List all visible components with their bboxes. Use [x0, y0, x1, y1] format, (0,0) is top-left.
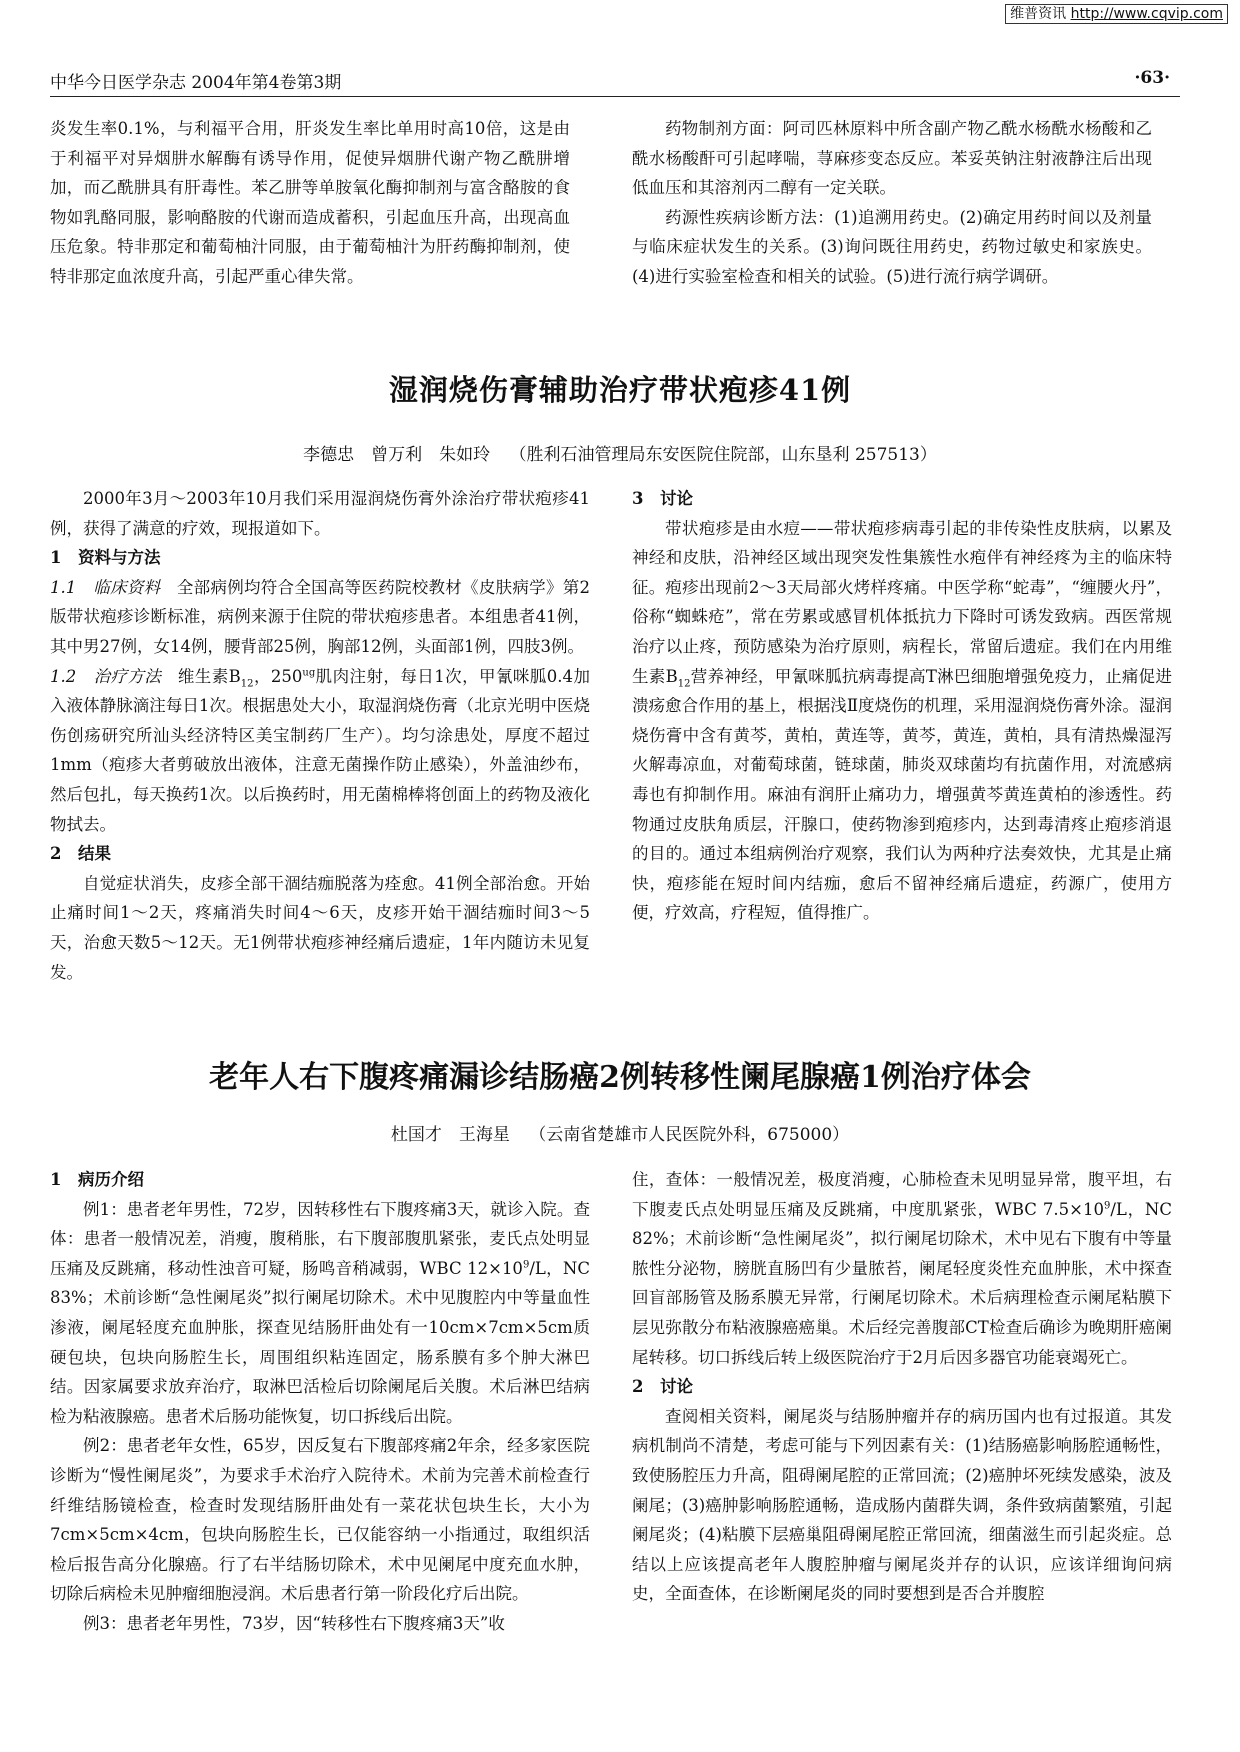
article2-paragraph — [632, 1165, 1172, 1372]
watermark-brand: 维普资讯 — [1010, 6, 1067, 22]
prev-article-paragraph: 药物制剂方面：阿司匹林原料中所含副产物乙酰水杨酰水杨酸和乙酰水杨酸酐可引起哮喘，荨麻疹变态反应。苯妥英钠注射液静注后出现低血压和其溶剂丙二醇有一定关联。 — [632, 119, 1152, 198]
page-number: ·63· — [1134, 68, 1170, 88]
article2-paragraph: 例2：患者老年女性，65岁，因反复右下腹部疼痛2年余，经多家医院诊断为“慢性阑尾炎”，为要求手术治疗入院待术。术前为完善术前检查行纤维结肠镜检查，检查时发现结肠肝曲处有一菜花状包块生长，大小为7cm×5cm×4cm，包块向肠腔生长，已仅能容纳一小指通过，取组织活检后报告高分化腺癌。行了右半结肠切除术，术中见阑尾中度充血水肿，切除后病检未见肿瘤细胞浸润。术后患者行第一阶段化疗后出院。 — [50, 1436, 590, 1604]
paragraph-text: 住，查体：一般情况差，极度消瘦，心肺检查未见明显异常，腹平坦，右下腹麦氏点处明显压痛及反跳痛，中度肌紧张，WBC 7.5×10 — [632, 1170, 1172, 1219]
article1-intro: 2000年3月～2003年10月我们采用湿润烧伤膏外涂治疗带状疱疹41例，获得了满意的疗效，现报道如下。 — [50, 489, 590, 538]
article1-paragraph: 自觉症状消失，皮疹全部干涸结痂脱落为痊愈。41例全部治愈。开始止痛时间1～2天，疼痛消失时间4～6天，皮疹开始干涸结痂时间3～5天，治愈天数5～12天。无1例带状疱疹神经痛后遗症，1年内随访未见复发。 — [50, 873, 590, 982]
article2-right-column — [632, 1165, 1172, 1609]
superscript: 9 — [1103, 1200, 1111, 1212]
paragraph-text: 全部病例均符合全国高等医药院校教材《皮肤病学》第2版带状疱疹诊断标准，病例来源于住院的带状疱疹患者。本组患者41例，其中男27例，女14例，腰背部25例，胸部12例，头面部1例，四肢3例。 — [50, 577, 590, 656]
section-heading: 1 资料与方法 — [50, 548, 161, 568]
article1-authors: 李德忠 曾万利 朱如玲 — [303, 445, 491, 465]
section-heading: 3 讨论 — [632, 489, 693, 508]
section-heading: 1 病历介绍 — [50, 1170, 144, 1189]
article2-paragraph: 例3：患者老年男性，73岁，因“转移性右下腹疼痛3天”收 — [83, 1613, 505, 1633]
article2-title: 老年人右下腹疼痛漏诊结肠癌2例转移性阑尾腺癌1例治疗体会 — [209, 1060, 1031, 1095]
article1-title: 湿润烧伤膏辅助治疗带状疱疹41例 — [388, 373, 852, 407]
article2-affiliation: （云南省楚雄市人民医院外科，675000） — [529, 1125, 850, 1145]
article1-paragraph: 1.2 治疗方法 维生素$B_{12}$，$250^{ug}$肌肉注射，每日1次，甲氰咪胍0.4加入液体静脉滴注每日1次。根据患处大小，取湿润烧伤膏（北京光明中医烧伤创疡研究所汕头经济特区美宝制药厂生产）。均匀涂患处，厚度不超过1mm（疱疹大者剪破放出液体，注意无菌操作防止感染），外盖油纱布，然后包扎，每天换药1次。以后换药时，用无菌棉棒将创面上的药物及液化物拭去。 — [50, 666, 590, 834]
paragraph-text: 带状疱疹是由水痘——带状疱疹病毒引起的非传染性皮肤病，以累及神经和皮肤，沿神经区域出现突发性集簇性水疱伴有神经疼为主的临床特征。疱疹出现前2～3天局部火烤样疼痛。中医学称“蛇毒”，“缠腰火丹”，俗称“蜘蛛疮”，常在劳累或感冒机体抵抗力下降时可诱发致病。西医常规治疗以止疼，预防感染为治疗原则，病程长，常留后遗症。我们在内用维生素B — [632, 518, 1172, 686]
prev-article-right-column — [632, 114, 1152, 292]
article1-right-column — [632, 484, 1172, 928]
subscript: 12 — [677, 677, 691, 689]
article1-left-column — [50, 484, 590, 987]
article2-paragraph — [50, 1195, 590, 1432]
section-heading: 2 讨论 — [632, 1377, 693, 1397]
article1-byline — [0, 440, 1240, 465]
article2-paragraph: 查阅相关资料，阑尾炎与结肠肿瘤并存的病历国内也有过报道。其发病机制尚不清楚，考虑可能与下列因素有关：(1)结肠癌影响肠腔通畅性，致使肠腔压力升高，阻碍阑尾腔的正常回流；(2)癌肿坏死续发感染，波及阑尾；(3)癌肿影响肠腔通畅，造成肠内菌群失调，条件致病菌繁殖，引起阑尾炎；(4)粘膜下层癌巢阻碍阑尾腔正常回流，细菌滋生而引起炎症。总结以上应该提高老年人腹腔肿瘤与阑尾炎并存的认识，应该详细询问病史，全面查体，在诊断阑尾炎的同时要想到是否合并腹腔 — [632, 1406, 1172, 1604]
prev-article-paragraph: 炎发生率0.1%，与利福平合用，肝炎发生率比单用时高10倍，这是由于利福平对异烟肼水解酶有诱导作用，促使异烟肼代谢产物乙酰肼增加，而乙酰肼具有肝毒性。苯乙肼等单胺氧化酶抑制剂与富含酪胺的食物如乳酪同服，影响酪胺的代谢而造成蓄积，引起血压升高，出现高血压危象。特非那定和葡萄柚汁同服，由于葡萄柚汁为肝药酶抑制剂，使特非那定血浓度升高，引起严重心律失常。 — [50, 119, 570, 286]
article1-paragraph — [50, 573, 590, 662]
article1-paragraph — [632, 514, 1172, 928]
paragraph-text: 维生素B — [177, 666, 241, 686]
watermark-url[interactable]: http://www.cqvip.com — [1070, 6, 1223, 22]
subsection-label: 1.1 临床资料 — [50, 577, 161, 597]
paragraph-text: 250 — [270, 666, 303, 686]
subsection-label: 1.2 治疗方法 — [50, 666, 162, 686]
header-rule — [50, 96, 1180, 97]
article2-authors: 杜国才 王海星 — [390, 1125, 510, 1145]
unit: ug — [302, 667, 316, 679]
paragraph-text: 肌肉注射，每日1次，甲氰咪胍0.4加入液体静脉滴注每日1次。根据患处大小，取湿润烧伤膏（北京光明中医烧伤创疡研究所汕头经济特区美宝制药厂生产）。均匀涂患处，厚度不超过1mm（疱疹大者剪破放出液体，注意无菌操作防止感染），外盖油纱布，然后包扎，每天换药1次。以后换药时，用无菌棉棒将创面上的药物及液化物拭去。 — [50, 666, 590, 834]
prev-article-paragraph: 药源性疾病诊断方法：(1)追溯用药史。(2)确定用药时间以及剂量与临床症状发生的关系。(3)询问既往用药史，药物过敏史和家族史。(4)进行实验室检查和相关的试验。(5)进行流行病学调研。 — [632, 207, 1152, 286]
watermark — [1005, 4, 1228, 24]
paragraph-text: /L，NC 82%；术前诊断“急性阑尾炎”，拟行阑尾切除术，术中见右下腹有中等量脓性分泌物，膀胱直肠凹有少量脓苔，阑尾轻度炎性充血肿胀，术中探查回盲部肠管及肠系膜无异常，行阑尾切除术。术后病理检查示阑尾粘膜下层见弥散分布粘液腺癌癌巢。术后经完善腹部CT检查后确诊为晚期肝癌阑尾转移。切口拆线后转上级医院治疗于2月后因多器官功能衰竭死亡。 — [632, 1199, 1172, 1367]
article1-affiliation: （胜利石油管理局东安医院住院部，山东垦利 257513） — [509, 445, 937, 465]
superscript: 9 — [522, 1259, 530, 1271]
paragraph-text: 例1：患者老年男性，72岁，因转移性右下腹疼痛3天，就诊入院。查体：患者一般情况差，消瘦，腹稍胀，右下腹部腹肌紧张，麦氏点处明显压痛及反跳痛，移动性浊音可疑，肠鸣音稍减弱，WBC 12×10 — [50, 1199, 590, 1278]
article2-byline — [0, 1120, 1240, 1145]
article2-left-column — [50, 1165, 590, 1639]
section-heading: 2 结果 — [50, 844, 111, 864]
subscript: 12 — [240, 677, 254, 689]
paragraph-text: /L，NC 83%；术前诊断“急性阑尾炎”拟行阑尾切除术。术中见腹腔内中等量血性渗液，阑尾轻度充血肿胀，探查见结肠肝曲处有一10cm×7cm×5cm质硬包块，包块向肠腔生长，周围组织粘连固定，肠系膜有多个肿大淋巴结。因家属要求放弃治疗，取淋巴活检后切除阑尾后关腹。术后淋巴结病检为粘液腺癌。患者术后肠功能恢复，切口拆线后出院。 — [50, 1258, 590, 1426]
prev-article-left-column — [50, 114, 570, 292]
journal-header: 中华今日医学杂志 2004年第4卷第3期 — [50, 73, 342, 93]
paragraph-text: 营养神经，甲氰咪胍抗病毒提高T淋巴细胞增强免疫力，止痛促进溃疡愈合作用的基上，根据浅Ⅱ度烧伤的机理，采用湿润烧伤膏外涂。湿润烧伤膏中含有黄芩，黄柏，黄连等，黄芩，黄连，黄柏，具有清热燥湿泻火解毒凉血，对葡萄球菌，链球菌，肺炎双球菌均有抗菌作用，对流感病毒也有抑制作用。麻油有润肝止痛功力，增强黄芩黄连黄柏的渗透性。药物通过皮肤角质层，汗腺口，使药物渗到疱疹内，达到毒清疼止疱疹消退的目的。通过本组病例治疗观察，我们认为两种疗法奏效快，尤其是止痛快，疱疹能在短时间内结痂，愈后不留神经痛后遗症，药源广，使用方便，疗效高，疗程短，值得推广。 — [632, 666, 1172, 923]
